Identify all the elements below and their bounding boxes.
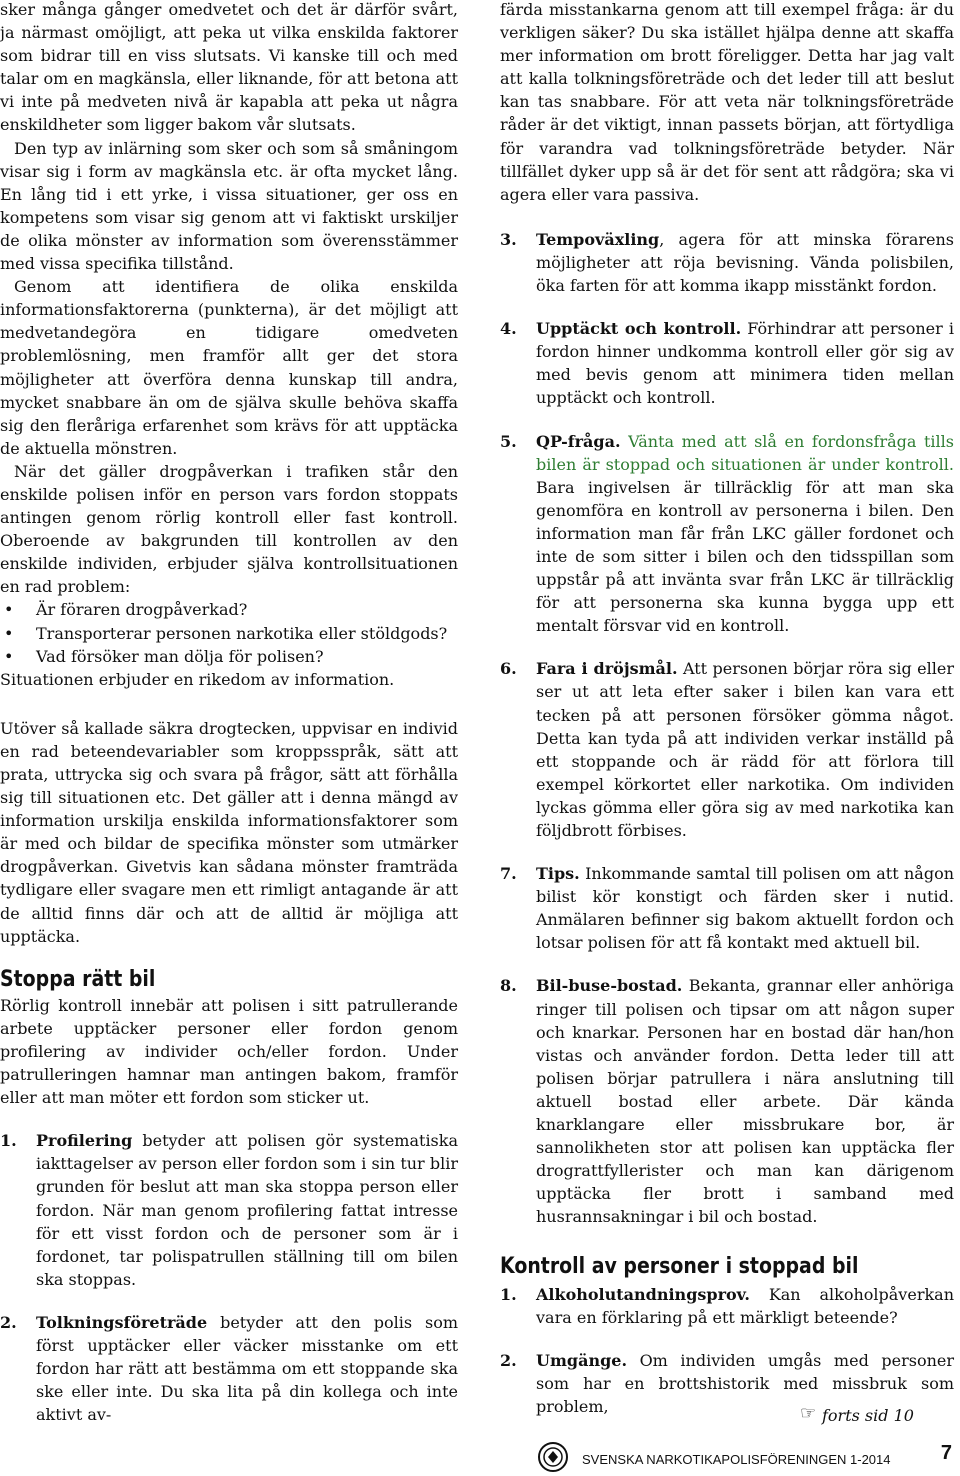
item-term: Tips. [536,864,580,884]
list-item [500,657,954,842]
paragraph: sker många gånger omedvetet och det är därför svårt, ja närmast omöjligt, att peka ut vilka enskilda faktorer som bidrar till en viss slutsats. Vi kanske till och med talar om en magkänsla, eller liknande, för att betona att vi inte på medveten nivå är kapabla att peka ut några enskildheter som ligger bakom vår slutsats. [0,0,458,135]
numbered-list [500,1283,954,1418]
snpf-logo-icon [538,1442,568,1472]
item-number: 6. [500,659,517,679]
paragraph: Situationen erbjuder en rikedom av information. [0,669,395,689]
paragraph: Utöver så kallade säkra drogtecken, uppvisar en individ en rad beteendevariabler som kroppsspråk, sätt att prata, uttrycka sig och svara på frågor, sätt att förhålla sig till situationen etc. Det gäller att i denna mängd av information urskilja enskilda informationsfaktorer som är med och bildar de specifika mönster som utmärker drogpåverkan. Givetvis kan sådana mönster framträda tydligare eller svagare men ett rimligt antagande är att de alltid finns där och att de alltid är möjliga att upptäcka. [0,718,458,946]
item-text: Bekanta, grannar eller anhöriga ringer till polisen och tipsar om att någon super och knarkar. Personen har en bostad där han/hon vistas och använder fordon. Detta leder till att polisen börjar patrullera i nära anslutning till aktuell bostad eller arbete. Där kända knarklangare eller missbrukare bor, är sannolikheten stor att polisen kan upptäcka fler drograttfyllerister och man kan därigenom upptäcka fler brott i samband med husrannsakningar i bil och bostad. [536,976,954,1227]
item-text: Bara ingivelsen är tillräcklig för att man ska genomföra en kontroll av personerna i bilen. Den information man får från LKC gäller fordonet och inte de som sitter i bilen och den tidsspillan som uppstår på att invänta svar från LKC är tillräcklig för att personerna ska kunna bygga upp ett mentalt försvar vid en kontroll. [536,477,954,636]
item-number: 1. [0,1131,17,1151]
list-item [500,430,954,638]
item-term: Umgänge. [536,1350,628,1370]
item-number: 2. [0,1312,17,1332]
item-number: 4. [500,319,517,339]
item-text: Om individen umgås med personer som har en brottshistorik med missbruk som problem, [536,1350,954,1416]
section-heading: Stoppa rätt bil [0,966,156,992]
item-text: Förhindrar att personer i fordon hinner undkomma kontroll eller gör sig av med bevis genom att minimera tiden mellan upptäckt och kontroll. [536,319,954,408]
item-term: Alkoholutandningsprov. [536,1284,750,1304]
item-number: 5. [500,431,517,451]
item-text: betyder att den polis som först upptäcker eller väcker misstanke om ett fordon har rätt att bestämma om ett stoppande ska ske eller inte. Du ska lita på din kollega och inte aktivt av- [36,1312,458,1425]
item-term: QP-fråga. [536,431,621,451]
item-text: Att personen börjar röra sig eller ser ut att leta efter saker i bilen kan vara ett tecken på att personen försöker gömma något. Detta kan tyda på att individen verkar inställd på ett stoppande och är rädd för att förlora till exempel körkortet eller narkotika. Om individen lyckas gömma eller göra sig av med narkotika kan följdbrott förbises. [536,659,954,840]
paragraph: När det gäller drogpåverkan i trafiken står den enskilde polisen inför en person vars fordon stoppats antingen genom rörlig kontroll eller fast kontroll. Oberoende av bakgrunden till kontrollen av den enskilde individen, erbjuder själva kontrollsituationen en rad problem: [0,461,458,597]
list-item [500,228,954,297]
item-term: Tolkningsföreträde [36,1312,208,1332]
list-item [0,1311,458,1426]
paragraph: Rörlig kontroll innebär att polisen i sitt patrullerande arbete upptäcker personer eller fordon genom profilering av individer och/eller fordon. Under patrulleringen hamnar man antingen bakom, framför eller att man möter ett fordon som sticker ut. [0,995,458,1108]
item-term: Fara i dröjsmål. [536,659,678,679]
right-column [500,0,954,1438]
list-item [500,974,954,1228]
item-term: Upptäckt och kontroll. [536,319,742,339]
item-number: 3. [500,229,517,249]
item-number: 7. [500,864,517,884]
list-item [0,1129,458,1291]
paragraph: Genom att identifiera de olika enskilda informationsfaktorerna (punkterna), är det möjligt att medvetandegöra en tidigare omedveten problemlösning, men framför allt ger det stora möjligheter att överföra denna kunskap till andra, mycket snabbare än om de själva skulle behöva skaffa sig den fleråriga erfarenhet som krävs för att upptäcka de aktuella mönstren. [0,277,458,458]
pointing-hand-icon: ☞ [800,1403,817,1424]
list-item: • Är föraren drogpåverkad? [0,598,458,621]
item-highlight-text: Vänta med att slå en fordonsfråga tills bilen är stoppad och situationen är under kontroll. [536,431,954,474]
section-heading: Kontroll av personer i stoppad bil [500,1253,859,1279]
item-text: Kan alkoholpåverkan vara en förklaring på ett märkligt beteende? [536,1284,954,1327]
item-number: 1. [500,1284,517,1304]
item-text: betyder att polisen gör systematiska iakttagelser av person eller fordon som i sin tur blir grunden för beslut att man ska stoppa person eller fordon. När man genom profilering fattat intresse för ett visst fordon och de personer som är i fordonet, tar polispatrullen ställning till om bilen ska stoppas. [36,1131,458,1289]
list-item: • Vad försöker man dölja för polisen? [0,645,458,668]
logo-mark [542,1446,564,1468]
numbered-list [0,1129,458,1426]
left-column [0,0,458,1446]
page-number: 7 [940,1442,952,1464]
list-item: • Transporterar personen narkotika eller stöldgods? [0,622,458,645]
item-text: Inkommande samtal till polisen om att någon bilist kör konstigt och färden sker i nutid. Anmälaren befinner sig bakom aktuellt fordon och lotsar polisen för att få kontakt med aktuell bil. [536,864,954,953]
publication-name: SVENSKA NARKOTIKAPOLISFÖRENINGEN 1-2014 [582,1452,891,1467]
paragraph: Den typ av inlärning som sker och som så småningom visar sig i form av magkänsla etc. är ofta mycket lång. En lång tid i ett yrke, i vissa situationer, ger oss en kompetens som visar sig genom att vi faktiskt urskiljer de olika mönster av information som överensstämmer med vissa specifika tillstånd. [0,138,458,274]
list-item [500,317,954,409]
item-term: Bil-buse-bostad. [536,976,683,996]
list-item [500,862,954,954]
item-number: 8. [500,976,517,996]
question-list [0,598,458,667]
item-number: 2. [500,1350,517,1370]
list-item [500,1283,954,1329]
item-text: , agera för att minska förarens möjligheter att röja bevisning. Vända polisbilen, öka farten för att komma ikapp misstänkt fordon. [536,229,954,296]
item-term: Profilering [36,1131,133,1151]
continued-note: forts sid 10 [822,1406,914,1425]
item-term: Tempoväxling [536,229,660,249]
paragraph: färda misstankarna genom att till exempel fråga: är du verkligen säker? Du ska istället hjälpa denne att skaffa mer information om brott föreligger. Detta har jag valt att kalla tolkningsföreträde och det leder till att beslut kan tas snabbare. För att veta när tolkningsföreträde råder är det viktigt, innan passets början, att förtydliga för varandra vad tolkningsföreträde betyder. När tillfället dyker upp så är det för sent att rådgöra; ska vi agera eller vara passiva. [500,0,954,204]
page-footer [538,1442,954,1472]
numbered-list [500,228,954,1229]
